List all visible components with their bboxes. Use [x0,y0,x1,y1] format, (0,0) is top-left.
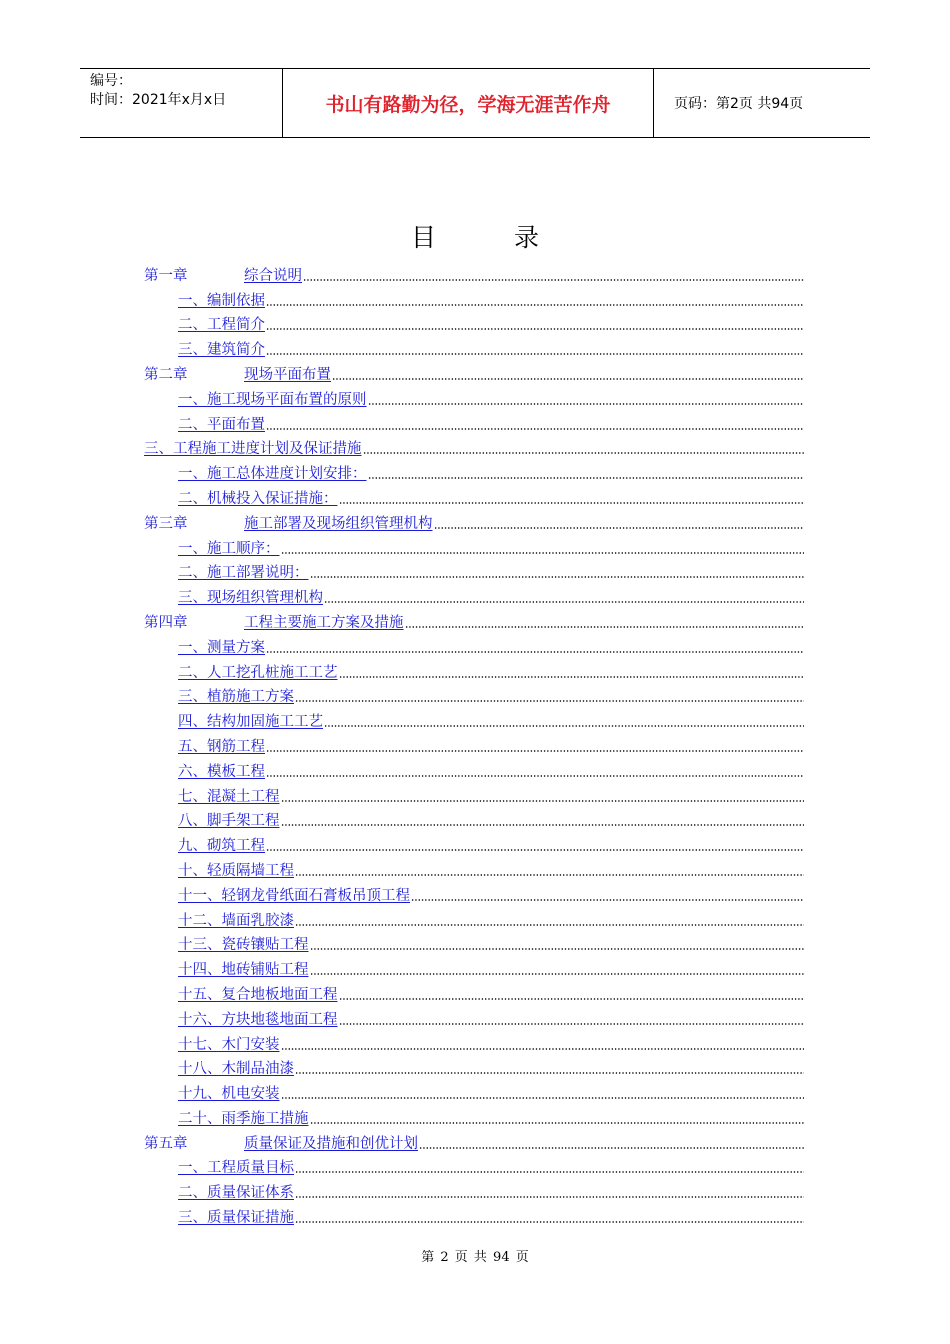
toc-leader-dots [266,650,804,654]
toc-leader-dots [266,303,804,307]
toc-leader-dots [419,1146,804,1150]
toc-leader-dots [266,352,804,356]
toc-link[interactable] [144,1135,418,1153]
toc-entry[interactable] [144,310,804,335]
toc-link[interactable] [144,515,433,533]
toc-leader-dots [324,600,804,604]
toc-entry[interactable] [144,384,804,409]
toc-entry[interactable] [144,508,804,533]
toc-link[interactable] [144,366,331,384]
toc-entry[interactable] [144,533,804,558]
toc-leader-dots [368,476,805,480]
toc-link[interactable] [178,912,294,930]
toc-leader-dots [303,278,804,282]
title-part-2: 录 [514,223,540,252]
toc-entry-title: 一、工程质量目标 [178,1160,294,1177]
toc-entry[interactable] [144,930,804,955]
toc-entry[interactable] [144,731,804,756]
toc-leader-dots [281,1047,805,1051]
toc-link[interactable] [178,812,280,830]
toc-link[interactable] [178,292,265,310]
toc-entry-title: 一、施工总体进度计划安排： [178,466,367,483]
toc-link[interactable] [178,1085,280,1103]
toc-link[interactable] [178,688,294,706]
toc-leader-dots [281,1096,805,1100]
toc-leader-dots [368,402,805,406]
toc-link[interactable] [178,639,265,657]
toc-link[interactable] [178,1159,294,1177]
toc-link[interactable] [178,564,309,582]
toc-entry[interactable] [144,905,804,930]
toc-entry[interactable] [144,458,804,483]
toc-entry-title: 十一、轻钢龙骨纸面石膏板吊顶工程 [178,887,410,904]
toc-entry-title: 二、质量保证体系 [178,1185,294,1202]
toc-leader-dots [310,972,805,976]
toc-leader-dots [295,1220,804,1224]
toc-link[interactable] [178,391,367,409]
toc-entry[interactable] [144,483,804,508]
toc-entry-title: 六、模板工程 [178,763,265,780]
toc-leader-dots [295,1071,804,1075]
toc-link[interactable] [178,1184,294,1202]
toc-leader-dots [295,699,804,703]
toc-leader-dots [281,551,805,555]
toc-entry-title: 十九、机电安装 [178,1086,280,1103]
toc-link[interactable] [178,763,265,781]
toc-leader-dots [295,923,804,927]
toc-entry-title: 十三、瓷砖镶贴工程 [178,937,309,954]
toc-entry-title: 十五、复合地板地面工程 [178,986,338,1003]
toc-entry-title: 三、建筑简介 [178,342,265,359]
toc-leader-dots [363,451,805,455]
toc-link[interactable] [178,1036,280,1054]
toc-entry[interactable] [144,1177,804,1202]
toc-entry[interactable] [144,954,804,979]
toc-entry-title: 二、平面布置 [178,416,265,433]
toc-leader-dots [339,997,805,1001]
toc-chapter-number: 第四章 [144,614,188,631]
toc-entry[interactable] [144,334,804,359]
toc-entry-title: 二、机械投入保证措施： [178,490,338,507]
toc-link[interactable] [178,465,367,483]
toc-link[interactable] [178,1060,294,1078]
toc-entry[interactable] [144,558,804,583]
toc-link[interactable] [178,416,265,434]
toc-link[interactable] [178,738,265,756]
toc-entry-title: 三、质量保证措施 [178,1210,294,1227]
toc-entry-title: 现场平面布置 [244,366,331,383]
toc-leader-dots [324,724,804,728]
title-part-1: 目 [410,223,436,252]
toc-entry-title: 三、工程施工进度计划及保证措施 [144,441,362,458]
toc-entry[interactable] [144,434,804,459]
toc-leader-dots [434,526,805,530]
toc-link[interactable] [178,490,338,508]
header-meta [80,69,283,137]
toc-entry-title: 十七、木门安装 [178,1036,280,1053]
toc-leader-dots [266,327,804,331]
page-header [80,68,870,138]
toc-leader-dots [281,799,805,803]
toc-leader-dots [411,898,804,902]
header-slogan: 书山有路勤为径，学海无涯苦作舟 [283,69,654,137]
toc-entry[interactable] [144,409,804,434]
toc-link[interactable] [178,936,309,954]
toc-entry-title: 一、施工现场平面布置的原则 [178,391,367,408]
toc-link[interactable] [178,316,265,334]
toc-link[interactable] [178,961,309,979]
toc-link[interactable] [178,540,280,558]
toc-link[interactable] [144,440,362,458]
toc-leader-dots [310,1121,805,1125]
toc-entry-title: 二、工程简介 [178,317,265,334]
toc-link[interactable] [178,887,410,905]
toc-leader-dots [310,575,805,579]
toc-entry-title: 三、现场组织管理机构 [178,590,323,607]
toc-entry-title: 质量保证及措施和创优计划 [244,1135,418,1152]
toc-leader-dots [266,774,804,778]
toc-entry[interactable] [144,359,804,384]
toc-entry-title: 二、施工部署说明： [178,565,309,582]
toc-entry[interactable] [144,1004,804,1029]
toc-entry-title: 十四、地砖铺贴工程 [178,962,309,979]
toc-entry[interactable] [144,706,804,731]
toc-leader-dots [295,1195,804,1199]
toc-leader-dots [332,377,804,381]
toc-entry-title: 二十、雨季施工措施 [178,1110,309,1127]
toc-link[interactable] [178,1209,294,1227]
toc-entry-title: 一、编制依据 [178,292,265,309]
toc-link[interactable] [178,837,265,855]
toc-leader-dots [310,947,805,951]
toc-entry[interactable] [144,756,804,781]
toc-entry[interactable] [144,682,804,707]
toc-entry[interactable] [144,855,804,880]
toc-entry-title: 一、施工顺序： [178,540,280,557]
toc-leader-dots [295,1170,804,1174]
toc-link[interactable] [178,664,338,682]
toc-chapter-number: 第二章 [144,366,188,383]
toc-entry[interactable] [144,1103,804,1128]
toc-entry[interactable] [144,582,804,607]
date-label: 时间：2021年x月x日 [90,92,227,108]
toc-entry[interactable] [144,260,804,285]
toc-leader-dots [281,823,805,827]
toc-entry-title: 九、砌筑工程 [178,838,265,855]
page-footer: 第 2 页 共 94 页 [421,1250,529,1265]
toc-chapter-number: 第一章 [144,267,188,284]
toc-leader-dots [339,1022,805,1026]
toc-entry-title: 工程主要施工方案及措施 [244,614,404,631]
toc-link[interactable] [144,614,404,632]
toc-entry-title: 二、人工挖孔桩施工工艺 [178,664,338,681]
toc-chapter-number: 第三章 [144,515,188,532]
toc-link[interactable] [178,1011,338,1029]
toc-entry[interactable] [144,806,804,831]
toc-entry[interactable] [144,1078,804,1103]
toc-entry-title: 十二、墙面乳胶漆 [178,912,294,929]
toc-entry-title: 五、钢筋工程 [178,738,265,755]
table-of-contents [144,260,804,1227]
toc-leader-dots [339,675,805,679]
toc-leader-dots [405,625,805,629]
toc-entry-title: 一、测量方案 [178,639,265,656]
toc-entry[interactable] [144,607,804,632]
toc-entry-title: 四、结构加固施工工艺 [178,714,323,731]
toc-link[interactable] [178,713,323,731]
toc-entry[interactable] [144,1153,804,1178]
toc-entry-title: 十六、方块地毯地面工程 [178,1011,338,1028]
toc-entry[interactable] [144,1128,804,1153]
toc-entry[interactable] [144,285,804,310]
toc-entry[interactable] [144,1054,804,1079]
toc-entry[interactable] [144,1202,804,1227]
toc-entry[interactable] [144,632,804,657]
toc-entry[interactable] [144,657,804,682]
toc-leader-dots [266,848,804,852]
number-label: 编号： [90,73,132,89]
header-page-info [664,69,870,137]
toc-leader-dots [295,873,804,877]
toc-entry-title: 八、脚手架工程 [178,813,280,830]
toc-entry[interactable] [144,1029,804,1054]
toc-entry-title: 七、混凝土工程 [178,788,280,805]
toc-entry[interactable] [144,830,804,855]
toc-entry[interactable] [144,781,804,806]
toc-entry[interactable] [144,979,804,1004]
toc-entry-title: 十、轻质隔墙工程 [178,862,294,879]
toc-entry-title: 综合说明 [244,267,302,284]
toc-link[interactable] [178,1110,309,1128]
toc-link[interactable] [178,986,338,1004]
toc-leader-dots [266,749,804,753]
toc-link[interactable] [178,862,294,880]
toc-link[interactable] [178,788,280,806]
toc-chapter-number: 第五章 [144,1135,188,1152]
toc-link[interactable] [178,589,323,607]
toc-entry[interactable] [144,880,804,905]
toc-entry-title: 三、植筋施工方案 [178,689,294,706]
page-title [0,218,950,254]
toc-entry-title: 施工部署及现场组织管理机构 [244,515,433,532]
toc-leader-dots [266,427,804,431]
toc-link[interactable] [178,341,265,359]
toc-leader-dots [339,501,805,505]
page-info-text: 页码：第2页 共94页 [674,96,804,112]
toc-entry-title: 十八、木制品油漆 [178,1061,294,1078]
toc-link[interactable] [144,267,302,285]
